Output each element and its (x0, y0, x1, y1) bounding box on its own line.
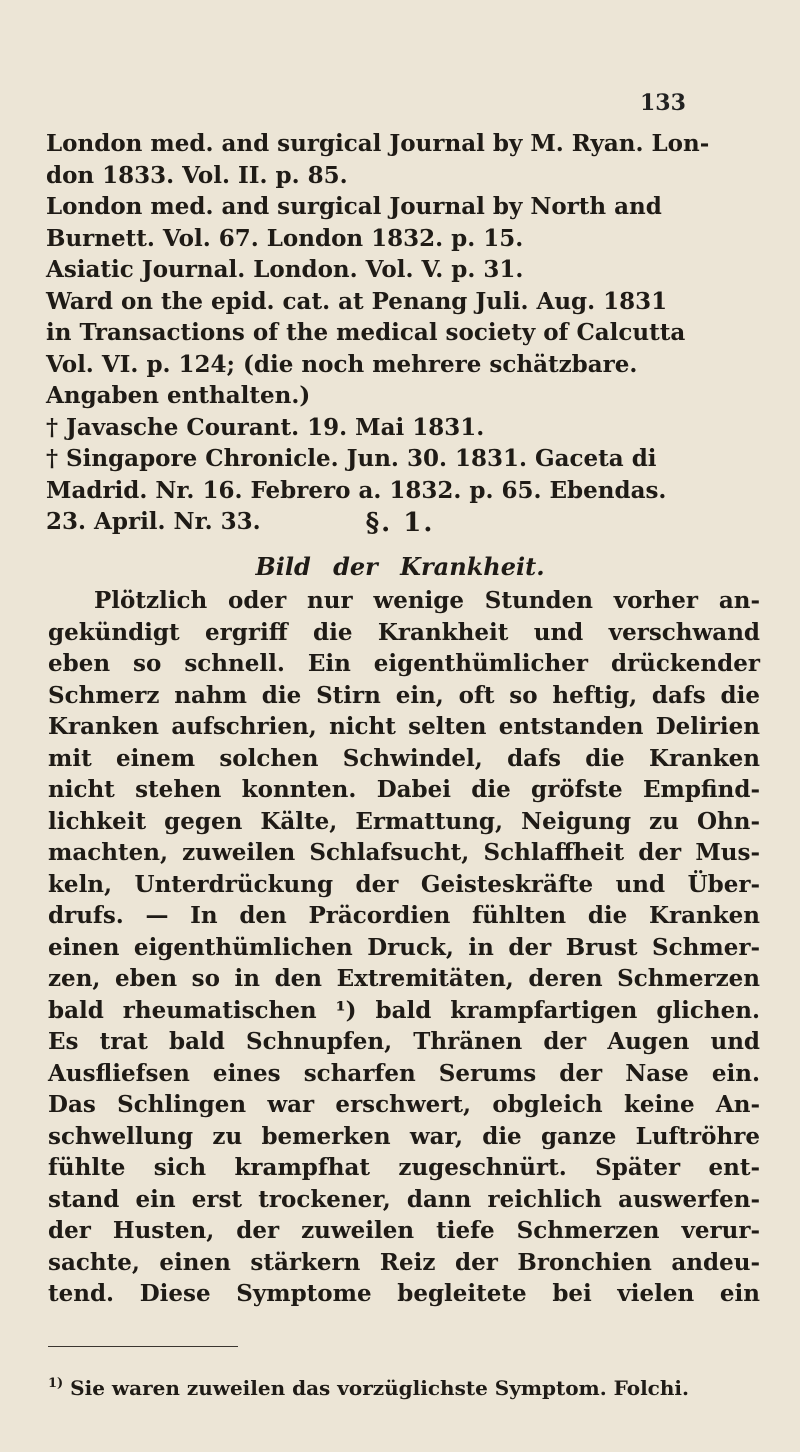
reference-line: Madrid. Nr. 16. Febrero a. 1832. p. 65. Ebendas. (46, 476, 667, 504)
body-line: bald rheumatischen ¹) bald krampfartigen glichen. (48, 996, 760, 1024)
reference-entry (46, 128, 766, 191)
body-line: Es trat bald Schnupfen, Thränen der Augen und (48, 1028, 760, 1055)
body-line: lichkeit gegen Kälte, Ermattung, Neigung zu Ohn- (48, 807, 760, 835)
reference-line: London med. and surgical Journal by M. Ryan. Lon- (46, 130, 710, 157)
reference-line: in Transactions of the medical society of Calcutta (46, 319, 686, 346)
body-line: fühlte sich krampfhat zugeschnürt. Später ent- (48, 1154, 760, 1181)
body-line: mit einem solchen Schwindel, dafs die Kranken (48, 744, 760, 772)
body-line: Das Schlingen war erschwert, obgleich keine An- (48, 1091, 760, 1118)
body-line: der Husten, der zuweilen tiefe Schmerzen verur- (48, 1217, 760, 1244)
reference-line: Asiatic Journal. London. Vol. V. p. 31. (46, 256, 524, 283)
body-line: nicht stehen konnten. Dabei die gröfste Empfind- (48, 776, 760, 803)
reference-list (46, 128, 766, 538)
section-title: Bild der Krankheit. (255, 552, 545, 581)
body-line: gekündigt ergriff die Krankheit und verschwand (48, 618, 760, 646)
reference-line: † Singapore Chronicle. Jun. 30. 1831. Gaceta di (46, 445, 657, 472)
reference-line: † Javasche Courant. 19. Mai 1831. (46, 413, 485, 441)
body-line: drufs. — In den Präcordien fühlten die Kranken (48, 902, 760, 929)
page-number: 133 (640, 90, 686, 116)
body-line: sachte, einen stärkern Reiz der Bronchien andeu- (48, 1248, 760, 1276)
body-line: Schmerz nahm die Stirn ein, oft so heftig, dafs die (48, 681, 760, 709)
footnote-divider (48, 1346, 238, 1347)
body-line: stand ein erst trockener, dann reichlich auswerfen- (48, 1185, 760, 1213)
reference-entry (46, 286, 766, 412)
reference-line: Burnett. Vol. 67. London 1832. p. 15. (46, 224, 524, 252)
body-paragraph (48, 585, 760, 1310)
footnote-text: Sie waren zuweilen das vorzüglichste Symptom. Folchi. (70, 1376, 689, 1400)
reference-line: Ward on the epid. cat. at Penang Juli. Aug. 1831 (46, 287, 668, 315)
reference-line: Angaben enthalten.) (46, 382, 311, 409)
body-line: eben so schnell. Ein eigenthümlicher drückender (48, 650, 760, 677)
reference-line: don 1833. Vol. II. p. 85. (46, 161, 348, 189)
footnote (48, 1370, 760, 1402)
reference-line: Vol. VI. p. 124; (die noch mehrere schätzbare. (46, 350, 638, 378)
body-line: machten, zuweilen Schlafsucht, Schlaffheit der Mus- (48, 839, 760, 866)
reference-entry (46, 412, 766, 444)
body-line: zen, eben so in den Extremitäten, deren Schmerzen (48, 965, 760, 992)
body-line: Plötzlich oder nur wenige Stunden vorher an- (94, 587, 760, 614)
reference-line: London med. and surgical Journal by North and (46, 193, 662, 220)
body-line: schwellung zu bemerken war, die ganze Luftröhre (48, 1122, 760, 1150)
body-line: einen eigenthümlichen Druck, in der Brust Schmer- (48, 933, 760, 961)
body-line: Ausfliefsen eines scharfen Serums der Nase ein. (48, 1059, 760, 1087)
footnote-marker: 1) (48, 1376, 64, 1391)
body-line: Kranken aufschrien, nicht selten entstanden Delirien (48, 713, 760, 740)
body-line: tend. Diese Symptome begleitete bei vielen ein (48, 1280, 760, 1307)
reference-entry (46, 254, 766, 286)
reference-entry (46, 191, 766, 254)
reference-line: 23. April. Nr. 33. (46, 508, 261, 535)
body-line: keln, Unterdrückung der Geisteskräfte und Über- (48, 870, 760, 898)
section-number: §. 1. (365, 508, 435, 538)
